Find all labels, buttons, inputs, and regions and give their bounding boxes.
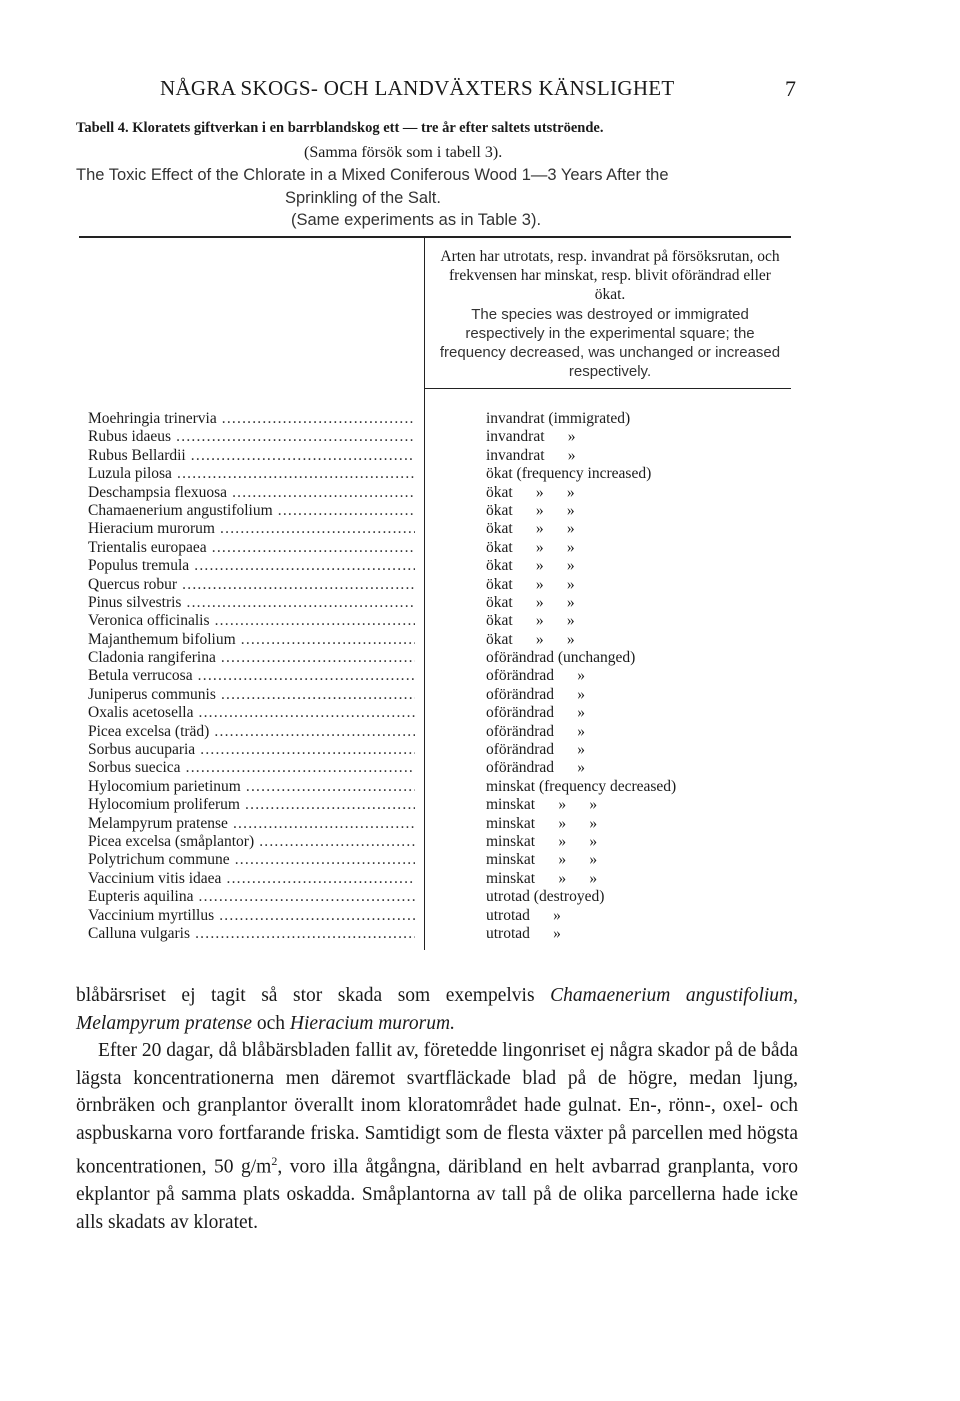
table-row (88, 759, 788, 777)
table-caption-english-cont: Sprinkling of the Salt. (285, 189, 441, 207)
result-value: invandrat » (486, 446, 576, 464)
result-value: minskat » » (486, 832, 598, 850)
result-value: ökat » » (486, 538, 575, 556)
result-value: utrotad » (486, 906, 561, 924)
table-row (88, 851, 788, 869)
species-name: Eupteris aquilina ..... (88, 888, 415, 906)
table-body (88, 410, 788, 943)
table-row (88, 888, 788, 906)
species-name: Vaccinium myrtillus ..... (88, 907, 415, 925)
species-name: Luzula pilosa ..... (88, 465, 415, 483)
species-name: Rubus Bellardii ..... (88, 447, 415, 465)
table-row (88, 649, 788, 667)
species-name: Majanthemum bifolium ..... (88, 631, 415, 649)
species-name: Hylocomium parietinum ..... (88, 778, 415, 796)
table-caption-swedish-note: (Samma försök som i tabell 3). (304, 144, 503, 161)
species-name: Pinus silvestris ..... (88, 594, 415, 612)
table-row (88, 907, 788, 925)
species-name: Polytrichum commune ..... (88, 851, 415, 869)
table-row (88, 612, 788, 630)
species-name: Hieracium murorum. (289, 1012, 455, 1034)
paragraph-text: blåbärsriset ej tagit så stor skada som exempelvis (76, 985, 535, 1006)
table-row (88, 925, 788, 943)
table-top-rule (79, 236, 791, 238)
paragraph-text-cont: , voro illa åtgångna, däribland en helt avbarrad granplanta, voro ekplantor på samma plats oskadda. Småplantorna av tall på de olika parcellerna hade icke alls skadats av kloratet. (76, 1156, 798, 1233)
table-row (88, 723, 788, 741)
result-value: invandrat (immigrated) (486, 410, 631, 427)
species-name: Cladonia rangiferina ..... (88, 649, 415, 667)
result-value: ökat » » (486, 501, 575, 519)
paragraph-continued (76, 982, 798, 1037)
result-value: minskat » » (486, 796, 598, 814)
species-name: Quercus robur ..... (88, 576, 415, 594)
table-caption-swedish: Tabell 4. Kloratets giftverkan i en barrblandskog ett — tre år efter saltets utströende. (76, 120, 604, 136)
table-row (88, 815, 788, 833)
table-row (88, 704, 788, 722)
result-value: ökat » » (486, 557, 575, 575)
species-name: Calluna vulgaris ..... (88, 925, 415, 943)
species-name: Juniperus communis ..... (88, 686, 415, 704)
table-row (88, 410, 788, 428)
result-value: minskat » » (486, 814, 598, 832)
result-value: oförändrad (unchanged) (486, 649, 636, 667)
result-value: utrotad » (486, 924, 561, 942)
result-value: minskat » » (486, 869, 598, 887)
species-name: Chamaenerium angustifolium ..... (88, 502, 415, 520)
table-row (88, 870, 788, 888)
table-row (88, 557, 788, 575)
result-value: ökat » » (486, 520, 575, 538)
table-row (88, 484, 788, 502)
species-name: Vaccinium vitis idaea ..... (88, 870, 415, 888)
table-row (88, 796, 788, 814)
table-row (88, 594, 788, 612)
species-name: Veronica officinalis ..... (88, 612, 415, 630)
table-row (88, 631, 788, 649)
result-value: oförändrad » (486, 759, 585, 777)
result-value: ökat » » (486, 612, 575, 630)
superscript: 2 (271, 1153, 278, 1168)
table-row (88, 428, 788, 446)
result-value: ökat (frequency increased) (486, 465, 652, 483)
species-name: Oxalis acetosella ..... (88, 704, 415, 722)
result-value: ökat » » (486, 630, 575, 648)
species-name: Rubus idaeus ..... (88, 428, 415, 446)
species-name: Melampyrum pratense ..... (88, 815, 415, 833)
species-name: Picea excelsa (småplantor) ..... (88, 833, 415, 851)
page-number: 7 (785, 76, 796, 101)
species-name: Sorbus suecica ..... (88, 759, 415, 777)
result-value: ökat » » (486, 593, 575, 611)
species-name: Trientalis europaea ..... (88, 539, 415, 557)
header-bottom-rule (425, 388, 791, 389)
table-row (88, 520, 788, 538)
result-value: ökat » » (486, 575, 575, 593)
species-name: Moehringia trinervia ..... (88, 410, 415, 428)
result-value: oförändrad » (486, 741, 585, 759)
result-value: utrotad (destroyed) (486, 888, 605, 906)
species-name: Sorbus aucuparia ..... (88, 741, 415, 759)
paragraph (76, 1037, 798, 1236)
result-value: ökat » » (486, 483, 575, 501)
result-value: oförändrad » (486, 685, 585, 703)
species-names: Chamaenerium angustifolium, Melampyrum pratense (76, 985, 799, 1034)
species-name: Hylocomium proliferum ..... (88, 796, 415, 814)
table-row (88, 539, 788, 557)
table-row (88, 741, 788, 759)
table-row (88, 667, 788, 685)
table-row (88, 465, 788, 483)
table-row (88, 686, 788, 704)
column-header-english: The species was destroyed or immigrated respectively in the experimental square; the frequency decreased, was unchanged or increased respectively. (439, 306, 781, 380)
running-title: NÅGRA SKOGS- OCH LANDVÄXTERS KÄNSLIGHET (160, 76, 675, 100)
table-row (88, 833, 788, 851)
result-value: minskat » » (486, 851, 598, 869)
table-row (88, 778, 788, 796)
result-value: oförändrad » (486, 667, 585, 685)
result-value: oförändrad » (486, 704, 585, 722)
result-value: minskat (frequency decreased) (486, 777, 677, 795)
table-row (88, 447, 788, 465)
table-caption-english-note: (Same experiments as in Table 3). (291, 211, 542, 229)
table-row (88, 502, 788, 520)
species-name: Picea excelsa (träd) ..... (88, 723, 415, 741)
species-name: Betula verrucosa ..... (88, 667, 415, 685)
column-header-swedish: Arten har utrotats, resp. invandrat på försöksrutan, och frekvensen har minskat, resp. blivit oförändrad eller ökat. (440, 248, 780, 303)
species-name: Deschampsia flexuosa ..... (88, 484, 415, 502)
result-value: oförändrad » (486, 722, 585, 740)
table-row (88, 576, 788, 594)
species-name: Hieracium murorum ..... (88, 520, 415, 538)
species-name: Populus tremula ..... (88, 557, 415, 575)
result-value: invandrat » (486, 428, 576, 446)
conjunction: och (256, 1012, 286, 1034)
table-caption-english: The Toxic Effect of the Chlorate in a Mixed Coniferous Wood 1—3 Years After the (76, 166, 669, 184)
paragraph-text: Efter 20 dagar, då blåbärsbladen fallit av, företedde lingonriset ej några skador på de båda lägsta koncentrationerna men däremot svartfläckade blad på de högre, medan ljung, örnbräken och granplantor överallt inom kloratområdet hade gulnat. En-, rönn-, oxel- och aspbuskarna voro fortfarande friska. Samtidigt som de flesta växter på parcellen med högsta koncentrationen, 50 g/m (76, 1040, 798, 1178)
